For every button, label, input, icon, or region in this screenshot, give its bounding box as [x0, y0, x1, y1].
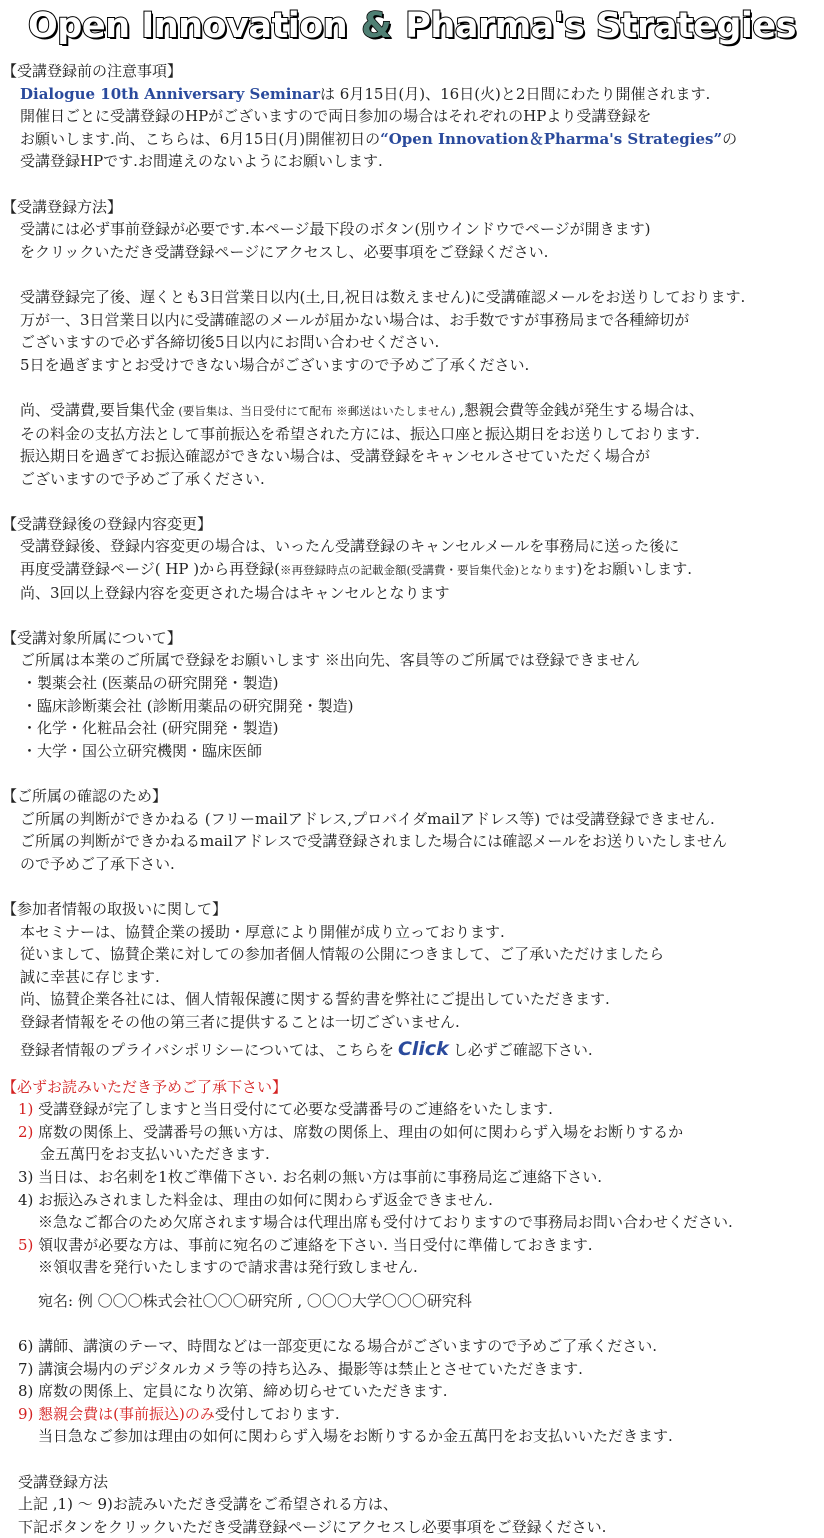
affiliation-line-3: ので予めご了承下さい. — [20, 854, 175, 873]
register-line-2: 下記ボタンをクリックいただき受講登録ページにアクセスし必要事項をご登録ください. — [18, 1517, 607, 1536]
section-heading-eligibility: 【受講対象所属について】 — [2, 628, 182, 647]
rule-2-number: 2) — [18, 1122, 34, 1141]
rule-1-number: 1) — [18, 1100, 34, 1119]
affiliation-line-1: ご所属の判断ができかねる (フリーmailアドレス,プロバイダmailアドレス等) では受講登録できません. — [20, 809, 715, 828]
method-line-7-post: ,懇親会費等金銭が発生する場合は、 — [459, 400, 704, 419]
privacy-line-3: 誠に幸甚に存じます. — [20, 967, 160, 986]
section-heading-important: 【必ずお読みいただき予めご了承下さい】 — [2, 1077, 288, 1096]
eligibility-line-1: ご所属は本業のご所属で登録をお願いします ※出向先、客員等のご所属では登録できません — [20, 651, 640, 670]
list-item: ・製薬会社 (医薬品の研究開発・製造) — [22, 674, 279, 693]
list-item: ・臨床診断薬会社 (診断用薬品の研究開発・製造) — [22, 696, 354, 715]
change-line-1: 受講登録後、登録内容変更の場合は、いったん受講登録のキャンセルメールを事務局に送った後に — [20, 537, 680, 556]
section-heading-affiliation: 【ご所属の確認のため】 — [2, 787, 168, 805]
method-line-5: ございますので必ず各締切後5日以内にお問い合わせください. — [20, 333, 440, 352]
rule-9-text: 受付しております. — [214, 1404, 340, 1423]
title-part1: Open Innovation — [28, 6, 348, 46]
method-line-1: 受講には必ず事前登録が必要です.本ページ最下段のボタン(別ウインドウでページが開きます) — [20, 220, 651, 239]
section-heading-privacy: 【参加者情報の取扱いに関して】 — [2, 899, 228, 918]
privacy-line-6-pre: 登録者情報のプライバシポリシーについては、こちらを — [20, 1040, 394, 1059]
register-line-1: 上記 ,1) ～ 9)お読みいただき受講をご希望される方は、 — [18, 1495, 398, 1514]
affiliation-line-2: ご所属の判断ができかねるmailアドレスで受講登録されました場合には確認メールをお送りいたしません — [20, 832, 728, 851]
notes-line-3-pre: お願いします.尚、こちらは、6月15日(月)開催初日の — [20, 129, 381, 148]
rule-3: 3) 当日は、お名刺を1枚ご準備下さい. お名刺の無い方は事前に事務局迄ご連絡下さい. — [18, 1167, 603, 1186]
privacy-line-1: 本セミナーは、協賛企業の援助・厚意により開催が成り立っております. — [20, 922, 505, 941]
rule-2 — [0, 1121, 824, 1144]
section-heading-method: 【受講登録方法】 — [2, 197, 123, 216]
seminar-name: Dialogue 10th Anniversary Seminar — [20, 84, 321, 103]
rule-6: 6) 講師、講演のテーマ、時間などは一部変更になる場合がございますので予めご了承ください. — [18, 1337, 658, 1356]
notes-line-1 — [0, 83, 824, 106]
method-line-6: 5日を過ぎますとお受けできない場合がございますので予めご了承ください. — [20, 355, 530, 374]
method-line-9: 振込期日を過ぎてお振込確認ができない場合は、受講登録をキャンセルさせていただく場合が — [20, 447, 651, 466]
section-heading-change: 【受講登録後の登録内容変更】 — [2, 514, 213, 533]
rule-5-note: ※領収書を発行いたしますので請求書は発行致しません. — [38, 1258, 418, 1277]
rule-1 — [0, 1098, 824, 1121]
rule-4: 4) お振込みされました料金は、理由の如何に関わらず返金できません. — [18, 1190, 493, 1209]
list-item: ・大学・国公立研究機関・臨床医師 — [22, 741, 263, 760]
method-line-4: 万が一、3日営業日以内に受講確認のメールが届かない場合は、お手数ですが事務局まで各種締切が — [20, 310, 690, 329]
change-line-2 — [0, 558, 824, 582]
privacy-policy-link[interactable]: Click — [397, 1037, 449, 1060]
change-line-3: 尚、3回以上登録内容を変更された場合はキャンセルとなります — [20, 583, 450, 602]
change-line-2-pre: 再度受講登録ページ( HP )から再登録( — [20, 560, 280, 579]
rule-8: 8) 席数の関係上、定員になり次第、締め切らせていただきます. — [18, 1382, 448, 1401]
method-line-7-pre: 尚、受講費,要旨集代金 — [20, 400, 175, 419]
rule-2-text: 席数の関係上、受講番号の無い方は、席数の関係上、理由の如何に関わらず入場をお断りするか — [33, 1122, 684, 1141]
method-line-7-note: (要旨集は、当日受付にて配布 ※郵送はいたしません) — [174, 403, 460, 418]
privacy-line-6-post: し必ずご確認下さい. — [452, 1040, 593, 1059]
notes-line-1-text: は 6月15日(月)、16日(火)と2日間にわたり開催されます. — [320, 84, 711, 103]
rule-5 — [0, 1234, 824, 1257]
main-content — [0, 60, 824, 1538]
method-line-8: その料金の支払方法として事前振込を希望された方には、振込口座と振込期日をお送りしております. — [20, 424, 700, 443]
privacy-line-2: 従いまして、協賛企業に対しての参加者個人情報の公開につきまして、ご了承いただけましたら — [20, 945, 665, 964]
rule-9-note: 当日急なご参加は理由の如何に関わらず入場をお断りするか金五萬円をお支払いいただきます. — [38, 1427, 673, 1446]
title-ampersand: & — [361, 6, 392, 46]
event-title-ref: “Open Innovation＆Pharma's Strategies” — [380, 129, 723, 148]
change-line-2-post: )をお願いします. — [576, 560, 693, 579]
title-banner — [0, 0, 824, 52]
notes-line-3-post: の — [722, 129, 738, 148]
list-item: ・化学・化粧品会社 (研究開発・製造) — [22, 719, 279, 738]
page-title — [28, 6, 796, 46]
privacy-line-4: 尚、協賛企業各社には、個人情報保護に関する誓約書を弊社にご提出していただきます. — [20, 990, 610, 1009]
rule-5-number: 5) — [18, 1235, 34, 1254]
rule-1-text: 受講登録が完了しますと当日受付にて必要な受講番号のご連絡をいたします. — [33, 1100, 553, 1119]
method-line-3: 受講登録完了後、遅くとも3日営業日以内(土,日,祝日は数えません)に受講確認メールをお送りしております. — [20, 287, 746, 306]
notes-line-3 — [0, 128, 824, 151]
method-line-2: をクリックいただき受講登録ページにアクセスし、必要事項をご登録ください. — [20, 242, 549, 261]
rule-5-text: 領収書が必要な方は、事前に宛名のご連絡を下さい. 当日受付に準備しておきます. — [33, 1235, 593, 1254]
rule-9 — [0, 1403, 824, 1426]
rule-7: 7) 講演会場内のデジタルカメラ等の持ち込み、撮影等は禁止とさせていただきます. — [18, 1359, 583, 1378]
privacy-line-5: 登録者情報をその他の第三者に提供することは一切ございません. — [20, 1012, 460, 1031]
section-heading-notes: 【受講登録前の注意事項】 — [2, 62, 183, 80]
rule-9-highlight: 9) 懇親会費は(事前振込)のみ — [18, 1404, 215, 1423]
section-heading-register: 受講登録方法 — [18, 1472, 109, 1491]
change-line-2-note: ※再登録時点の記載金額(受講費・要旨集代金)となります — [279, 563, 577, 578]
rule-4-note: ※急なご都合のため欠席されます場合は代理出席も受付けておりますので事務局お問い合わせください. — [38, 1213, 733, 1232]
notes-line-2: 開催日ごとに受講登録のHPがございますので両日参加の場合はそれぞれのHPより受講登録を — [20, 107, 652, 126]
title-part2: Pharma's Strategies — [405, 6, 796, 46]
notes-line-4: 受講登録HPです.お間違えのないようにお願いします. — [20, 152, 383, 171]
privacy-line-6 — [0, 1034, 824, 1065]
method-line-7 — [0, 399, 824, 423]
method-line-10: ございますので予めご了承ください. — [20, 469, 265, 488]
address-example: 宛名: 例 〇〇〇株式会社〇〇〇研究所 , 〇〇〇大学〇〇〇研究科 — [38, 1291, 472, 1310]
rule-2-cont: 金五萬円をお支払いいただきます. — [40, 1145, 270, 1164]
